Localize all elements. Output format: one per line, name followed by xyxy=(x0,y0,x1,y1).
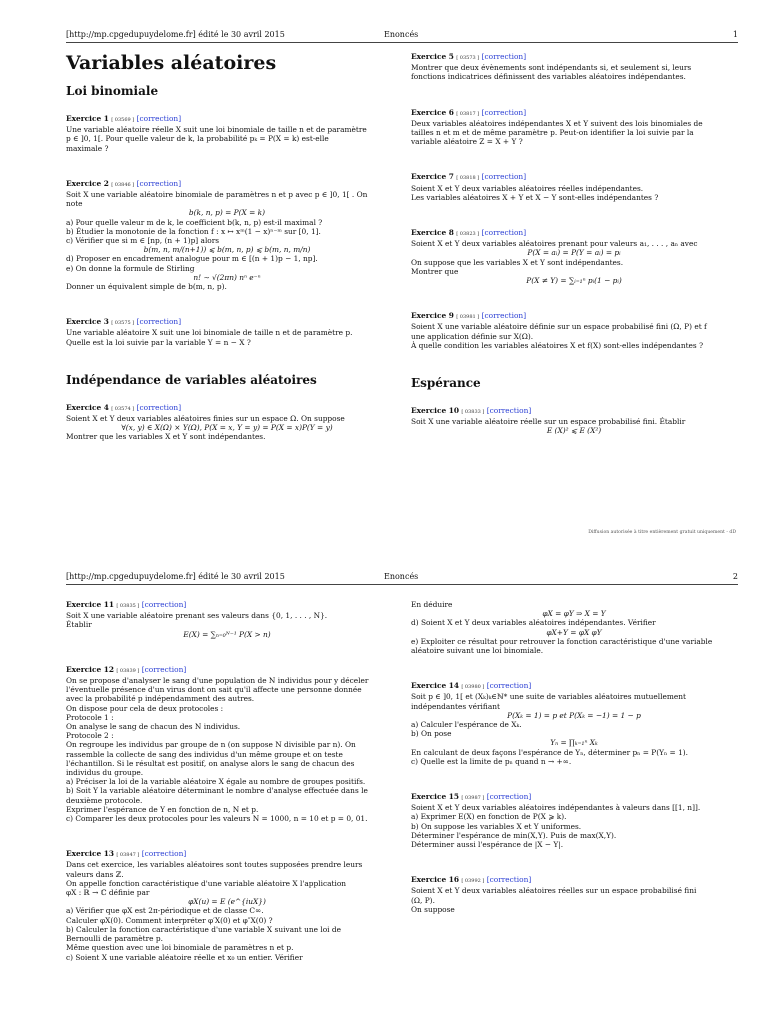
exercise-text: note xyxy=(66,199,83,209)
correction-link[interactable]: [correction] xyxy=(141,664,187,674)
exercise-text: Soient X et Y deux variables aléatoires prenant pour valeurs a₁, . . . , aₙ avec xyxy=(411,239,698,249)
exercise-text: a) Pour quelle valeur m de k, le coefficient b(k, n, p) est-il maximal ? xyxy=(66,217,323,227)
math-formula: ∀(x, y) ∈ X(Ω) × Y(Ω), P(X = x, Y = y) = P(X = x)P(Y = y) xyxy=(121,423,333,433)
exercise-text: On suppose que les variables X et Y sont indépendantes. xyxy=(411,257,624,267)
exercise xyxy=(66,179,388,291)
exercise xyxy=(411,406,737,436)
exercise xyxy=(411,172,737,202)
exercise-label: Exercice 14 xyxy=(411,681,460,691)
header-url: [http://mp.cpgedupuydelome.fr] édité le 30 avril 2015 xyxy=(66,30,285,39)
exercise-id: [ 03817 ] xyxy=(456,110,480,117)
exercise-text: On se propose d'analyser le sang d'une population de N individus pour y déceler xyxy=(66,676,369,686)
math-formula: P(X = aᵢ) = P(Y = aᵢ) = pᵢ xyxy=(527,248,621,258)
exercise xyxy=(411,311,737,350)
right-column xyxy=(411,52,737,462)
exercise-text: l'éventuelle présence d'un virus dont on sait qu'il affecte une personne donnée xyxy=(66,685,362,695)
exercise-text: a) Calculer l'espérance de Xₖ. xyxy=(411,720,522,730)
exercise-id: [ 03992 ] xyxy=(461,878,485,885)
exercise-text: b) Calculer la fonction caractéristique d'une variable X suivant une loi de xyxy=(66,924,341,934)
exercise-text: Déterminer l'espérance de min(X,Y). Puis de max(X,Y). xyxy=(411,830,617,840)
exercise-text: Déterminer aussi l'espérance de |X − Y|. xyxy=(411,840,564,850)
correction-link[interactable]: [correction] xyxy=(136,402,182,412)
correction-link[interactable]: [correction] xyxy=(136,114,182,123)
exercise-id: [ 03823 ] xyxy=(456,231,480,238)
exercise xyxy=(411,792,737,849)
math-formula: E (X)² ⩽ E (X²) xyxy=(546,426,602,436)
exercise-label: Exercice 11 xyxy=(66,600,115,609)
exercise-label: Exercice 13 xyxy=(66,849,115,859)
exercise-heading xyxy=(411,172,737,183)
exercise-id: [ 03981 ] xyxy=(456,314,480,321)
correction-link[interactable]: [correction] xyxy=(486,875,532,885)
exercise-heading xyxy=(411,875,737,886)
exercise-text: Montrer que deux évènements sont indépendants si, et seulement si, leurs xyxy=(411,63,692,73)
correction-link[interactable]: [correction] xyxy=(136,178,182,188)
exercise xyxy=(66,403,388,442)
section-heading: Loi binomiale xyxy=(66,84,159,98)
header-section: Enoncés xyxy=(384,572,419,581)
exercise xyxy=(411,52,737,82)
exercise-heading xyxy=(411,311,737,322)
exercise-id: [ 03835 ] xyxy=(116,603,140,609)
exercise-text: On analyse le sang de chacun des N individus. xyxy=(66,722,241,732)
exercise-label: Exercice 8 xyxy=(411,228,454,238)
exercise-text: c) Quelle est la limite de pₙ quand n → +∞. xyxy=(411,756,572,766)
exercise xyxy=(411,600,737,655)
exercise-text: b) Étudier la monotonie de la fonction f : x ↦ xᵐ(1 − x)ⁿ⁻ᵐ sur [0, 1]. xyxy=(66,226,321,236)
exercise-text: Établir xyxy=(66,620,92,630)
section-heading: Espérance xyxy=(411,376,481,391)
exercise-label: Exercice 3 xyxy=(66,317,109,327)
exercise-text: a) Préciser la loi de la variable aléatoire X égale au nombre de groupes positifs. xyxy=(66,777,366,787)
exercise-id: [ 03575 ] xyxy=(111,320,135,327)
exercise-id: [ 03980 ] xyxy=(461,684,485,691)
exercise-heading xyxy=(66,114,388,125)
exercise-text: Montrer que xyxy=(411,266,459,276)
correction-link[interactable]: [correction] xyxy=(481,52,527,61)
exercise-heading xyxy=(411,108,737,119)
exercise-text: Soient X et Y deux variables aléatoires finies sur un espace Ω. On suppose xyxy=(66,414,345,424)
exercise-id: [ 03818 ] xyxy=(456,175,480,182)
exercise-text: En calculant de deux façons l'espérance de Yₙ, déterminer pₙ = P(Yₙ = 1). xyxy=(411,747,689,757)
document-title: Variables aléatoires xyxy=(66,52,277,74)
exercise xyxy=(66,600,388,639)
right-column xyxy=(411,600,737,940)
exercise-text: e) On donne la formule de Stirling xyxy=(66,263,195,273)
exercise-label: Exercice 6 xyxy=(411,107,454,117)
page-header xyxy=(66,30,738,44)
exercise-heading xyxy=(66,849,388,860)
exercise-id: [ 03847 ] xyxy=(116,852,140,859)
exercise-text: c) Vérifier que si m ∈ [np, (n + 1)p] alors xyxy=(66,236,220,246)
correction-link[interactable]: [correction] xyxy=(481,228,527,238)
exercise-text: deuxième protocole. xyxy=(66,795,143,805)
exercise-text: On suppose xyxy=(411,904,455,914)
exercise-id: [ 03839 ] xyxy=(116,667,140,674)
exercise-text: p ∈ ]0, 1[. Pour quelle valeur de k, la probabilité pₖ = P(X = k) est-elle xyxy=(66,134,329,144)
exercise-text: Soit X une variable aléatoire réelle sur un espace probabilisé fini. Établir xyxy=(411,417,686,427)
exercise-text: Deux variables aléatoires indépendantes X et Y suivent des lois binomiales de xyxy=(411,118,703,128)
exercise-label: Exercice 15 xyxy=(411,792,460,802)
exercise-label: Exercice 9 xyxy=(411,311,454,321)
exercise-text: indépendantes vérifiant xyxy=(411,701,500,711)
exercise-id: [ 03833 ] xyxy=(461,409,485,416)
exercise-heading xyxy=(411,228,737,239)
exercise xyxy=(411,228,737,285)
exercise-text: Soient X et Y deux variables aléatoires réelles sur un espace probabilisé fini xyxy=(411,886,697,896)
exercise-text: On regroupe les individus par groupe de n (on suppose N divisible par n). On xyxy=(66,740,356,750)
header-page-number: 2 xyxy=(732,572,738,581)
correction-link[interactable]: [correction] xyxy=(481,172,527,182)
exercise-text: Soit X une variable aléatoire prenant ses valeurs dans {0, 1, . . . , N}. xyxy=(66,611,328,621)
exercise-text: φX : ℝ → ℂ définie par xyxy=(66,888,150,898)
exercise-text: individus du groupe. xyxy=(66,768,144,778)
math-formula: P(X ≠ Y) = ∑ᵢ₌₁ⁿ pᵢ(1 − pᵢ) xyxy=(526,276,622,286)
section-heading: Indépendance de variables aléatoires xyxy=(66,372,317,387)
exercise-heading xyxy=(66,179,388,190)
math-formula: b(k, n, p) = P(X = k) xyxy=(188,208,266,218)
exercise-text: Montrer que les variables X et Y sont indépendantes. xyxy=(66,432,266,442)
exercise-heading xyxy=(411,52,737,63)
exercise-id: [ 03569 ] xyxy=(111,117,135,123)
exercise-text: Dans cet exercice, les variables aléatoires sont toutes supposées prendre leurs xyxy=(66,860,363,870)
exercise xyxy=(411,681,737,766)
correction-link[interactable]: [correction] xyxy=(486,406,532,416)
exercise-heading xyxy=(66,600,388,611)
header-section: Enoncés xyxy=(384,30,419,39)
exercise-text: valeurs dans ℤ. xyxy=(66,869,124,879)
exercise-text: rassemble la collecte de sang des individus d'un même groupe et on teste xyxy=(66,749,343,759)
exercise-text: En déduire xyxy=(411,600,453,609)
exercise-text: a) Exprimer E(X) en fonction de P(X ⩾ k). xyxy=(411,812,567,822)
exercise-text: Même question avec une loi binomiale de paramètres n et p. xyxy=(66,943,294,953)
exercise-label: Exercice 12 xyxy=(66,664,115,674)
exercise-id: [ 03846 ] xyxy=(111,181,135,188)
exercise-text: Une variable aléatoire réelle X suit une loi binomiale de taille n et de paramètre xyxy=(66,125,367,135)
exercise-text: Une variable aléatoire X suit une loi binomiale de taille n et de paramètre p. xyxy=(66,328,353,338)
page-footer: Diffusion autorisée à titre entièrement gratuit uniquement - dD xyxy=(588,530,736,535)
correction-link[interactable]: [correction] xyxy=(481,107,527,117)
exercise-text: b) On suppose les variables X et Y uniformes. xyxy=(411,821,582,831)
exercise xyxy=(411,875,737,914)
exercise-label: Exercice 2 xyxy=(66,178,109,188)
exercise-text: On appelle fonction caractéristique d'une variable aléatoire X l'application xyxy=(66,878,347,888)
exercise-text: c) Comparer les deux protocoles pour les valeurs N = 1000, n = 10 et p = 0, 01. xyxy=(66,814,368,824)
exercise-text: maximale ? xyxy=(66,143,109,153)
exercise-text: Protocole 2 : xyxy=(66,731,114,741)
math-formula: φX+Y = φX φY xyxy=(546,627,602,637)
exercise-text: e) Exploiter ce résultat pour retrouver la fonction caractéristique d'une variable xyxy=(411,636,713,646)
page-header xyxy=(66,572,738,586)
exercise-text: c) Soient X une variable aléatoire réelle et x₀ un entier. Vérifier xyxy=(66,952,303,962)
exercise-text: variable aléatoire Z = X + Y ? xyxy=(411,137,523,147)
math-formula: b(m, n, m/(n+1)) ⩽ b(m, n, p) ⩽ b(m, n, m/n) xyxy=(143,245,311,255)
exercise-heading xyxy=(411,406,737,417)
exercise xyxy=(411,108,737,147)
exercise xyxy=(66,114,388,153)
math-formula: n! ∼ √(2πn) nⁿ e⁻ⁿ xyxy=(193,272,261,282)
exercise xyxy=(66,849,388,961)
header-url: [http://mp.cpgedupuydelome.fr] édité le 30 avril 2015 xyxy=(66,572,285,581)
exercise-text: b) On pose xyxy=(411,729,452,739)
exercise-text: Exprimer l'espérance de Y en fonction de n, N et p. xyxy=(66,804,259,814)
exercise-text: Calculer φX(0). Comment interpréter φ′X(0) et φ″X(0) ? xyxy=(66,915,273,925)
page-2 xyxy=(0,512,768,1024)
exercise-label: Exercice 1 xyxy=(66,114,109,123)
exercise-text: aléatoire suivant une loi binomiale. xyxy=(411,646,544,656)
exercise-text: Quelle est la loi suivie par la variable Y = n − X ? xyxy=(66,337,251,347)
left-column xyxy=(66,52,388,468)
correction-link[interactable]: [correction] xyxy=(486,792,532,802)
left-column xyxy=(66,600,388,988)
correction-link[interactable]: [correction] xyxy=(141,600,187,609)
exercise-heading xyxy=(66,665,388,676)
exercise-text: Soient X une variable aléatoire définie sur un espace probabilisé fini (Ω, P) et f xyxy=(411,322,707,332)
exercise-label: Exercice 10 xyxy=(411,406,460,416)
exercise xyxy=(66,317,388,347)
exercise-text: (Ω, P). xyxy=(411,895,435,905)
exercise-id: [ 03987 ] xyxy=(461,795,485,802)
exercise-text: Soit X une variable aléatoire binomiale de paramètres n et p avec p ∈ ]0, 1[ . On xyxy=(66,190,368,200)
exercise-heading xyxy=(66,317,388,328)
exercise-text: avec la probabilité p indépendamment des autres. xyxy=(66,694,255,704)
exercise xyxy=(66,665,388,823)
correction-link[interactable]: [correction] xyxy=(141,849,187,859)
exercise-heading xyxy=(411,792,737,803)
header-page-number: 1 xyxy=(732,30,738,39)
exercise-heading xyxy=(411,681,737,692)
exercise-text: a) Vérifier que φX est 2π-périodique et de classe C∞. xyxy=(66,906,264,916)
exercise-text: Soient X et Y deux variables aléatoires indépendantes à valeurs dans [[1, n]]. xyxy=(411,803,701,813)
exercise-text: tailles n et m et de même paramètre p. Peut-on identifier la loi suivie par la xyxy=(411,128,694,138)
exercise-text: fonctions indicatrices définissent des variables aléatoires indépendantes. xyxy=(411,72,686,82)
correction-link[interactable]: [correction] xyxy=(136,317,182,327)
exercise-label: Exercice 5 xyxy=(411,52,454,61)
exercise-text: une application définie sur X(Ω). xyxy=(411,331,534,341)
exercise-text: Soit p ∈ ]0, 1[ et (Xₖ)ₖ∈ℕ* une suite de variables aléatoires mutuellement xyxy=(411,692,686,702)
exercise-id: [ 03574 ] xyxy=(111,405,135,412)
header-rule xyxy=(66,42,738,43)
exercise-heading xyxy=(66,403,388,414)
math-formula: E(X) = ∑ₙ₌₀ᴺ⁻¹ P(X > n) xyxy=(183,629,271,639)
header-rule xyxy=(66,584,738,585)
math-formula: Yₙ = ∏ₖ₌₁ⁿ Xₖ xyxy=(550,738,598,748)
exercise-text: Les variables aléatoires X + Y et X − Y sont-elles indépendantes ? xyxy=(411,192,659,202)
math-formula: P(Xₖ = 1) = p et P(Xₖ = −1) = 1 − p xyxy=(507,710,641,720)
exercise-text: b) Soit Y la variable aléatoire déterminant le nombre d'analyse effectuée dans le xyxy=(66,786,368,796)
exercise-label: Exercice 16 xyxy=(411,875,460,885)
exercise-text: l'échantillon. Si le résultat est positif, on analyse alors le sang de chacun des xyxy=(66,758,355,768)
math-formula: φX(u) = E (e^{iuX}) xyxy=(188,897,266,907)
exercise-text: On dispose pour cela de deux protocoles : xyxy=(66,703,224,713)
exercise-text: Soient X et Y deux variables aléatoires réelles indépendantes. xyxy=(411,183,644,193)
exercise-label: Exercice 4 xyxy=(66,402,109,412)
exercise-text: À quelle condition les variables aléatoires X et f(X) sont-elles indépendantes ? xyxy=(411,340,704,350)
math-formula: φX = φY ⇒ X = Y xyxy=(542,609,606,619)
exercise-text: Protocole 1 : xyxy=(66,712,114,722)
exercise-text: Donner un équivalent simple de b(m, n, p). xyxy=(66,282,227,292)
exercise-label: Exercice 7 xyxy=(411,172,454,182)
correction-link[interactable]: [correction] xyxy=(486,681,532,691)
exercise-text: d) Soient X et Y deux variables aléatoires indépendantes. Vérifier xyxy=(411,618,656,628)
exercise-text: d) Proposer en encadrement analogue pour m ∈ [(n + 1)p − 1, np]. xyxy=(66,254,318,264)
exercise-text: Bernoulli de paramètre p. xyxy=(66,934,163,944)
exercise-id: [ 03573 ] xyxy=(456,55,480,61)
correction-link[interactable]: [correction] xyxy=(481,311,527,321)
